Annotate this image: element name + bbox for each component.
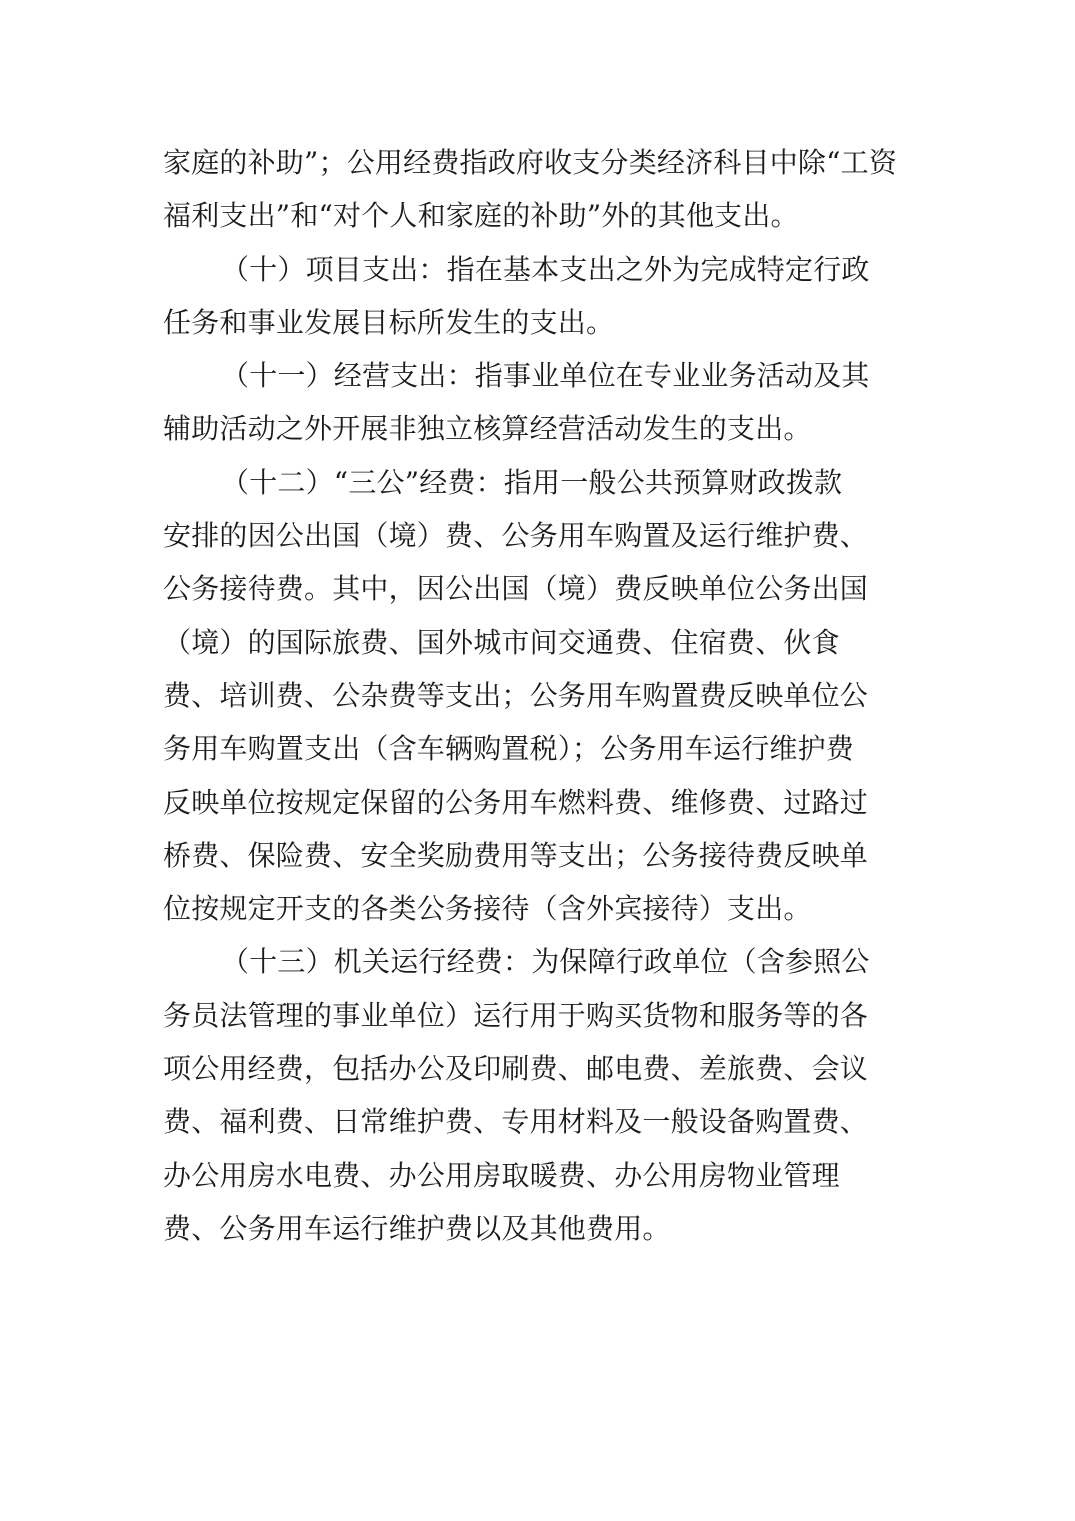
text-line: （境）的国际旅费、国外城市间交通费、住宿费、伙食 bbox=[163, 625, 840, 659]
text-line: 安排的因公出国（境）费、公务用车购置及运行维护费、 bbox=[163, 519, 869, 553]
text-line: 家庭的补助”；公用经费指政府收支分类经济科目中除“工资 bbox=[163, 146, 898, 179]
text-line: 位按规定开支的各类公务接待（含外宾接待）支出。 bbox=[163, 892, 812, 926]
paragraph-start-line: （十三）机关运行经费：为保障行政单位（含参照公 bbox=[221, 945, 870, 979]
text-line: 费、培训费、公杂费等支出；公务用车购置费反映单位公 bbox=[163, 678, 869, 712]
text-line: 费、福利费、日常维护费、专用材料及一般设备购置费、 bbox=[163, 1105, 869, 1139]
paragraph-start-line: （十）项目支出：指在基本支出之外为完成特定行政 bbox=[221, 252, 870, 286]
text-line: 反映单位按规定保留的公务用车燃料费、维修费、过路过 bbox=[163, 785, 869, 819]
text-line: 务用车购置支出（含车辆购置税）；公务用车运行维护费 bbox=[163, 732, 855, 766]
text-line: 公务接待费。其中，因公出国（境）费反映单位公务出国 bbox=[163, 572, 869, 606]
text-line: 办公用房水电费、办公用房取暖费、办公用房物业管理 bbox=[163, 1158, 840, 1192]
text-line: 桥费、保险费、安全奖励费用等支出；公务接待费反映单 bbox=[163, 838, 869, 872]
paragraph-start-line: （十一）经营支出：指事业单位在专业业务活动及其 bbox=[221, 359, 870, 393]
text-line: 辅助活动之外开展非独立核算经营活动发生的支出。 bbox=[163, 412, 812, 446]
text-line: 任务和事业发展目标所发生的支出。 bbox=[163, 305, 615, 339]
text-line: 项公用经费，包括办公及印刷费、邮电费、差旅费、会议 bbox=[163, 1052, 869, 1086]
document-body bbox=[163, 136, 903, 1255]
paragraph-start-line: （十二）“三公”经费：指用一般公共预算财政拨款 bbox=[221, 465, 843, 499]
text-line: 福利支出”和“对个人和家庭的补助”外的其他支出。 bbox=[163, 199, 799, 233]
text-line: 务员法管理的事业单位）运行用于购买货物和服务等的各 bbox=[163, 998, 869, 1032]
text-line: 费、公务用车运行维护费以及其他费用。 bbox=[163, 1211, 671, 1245]
